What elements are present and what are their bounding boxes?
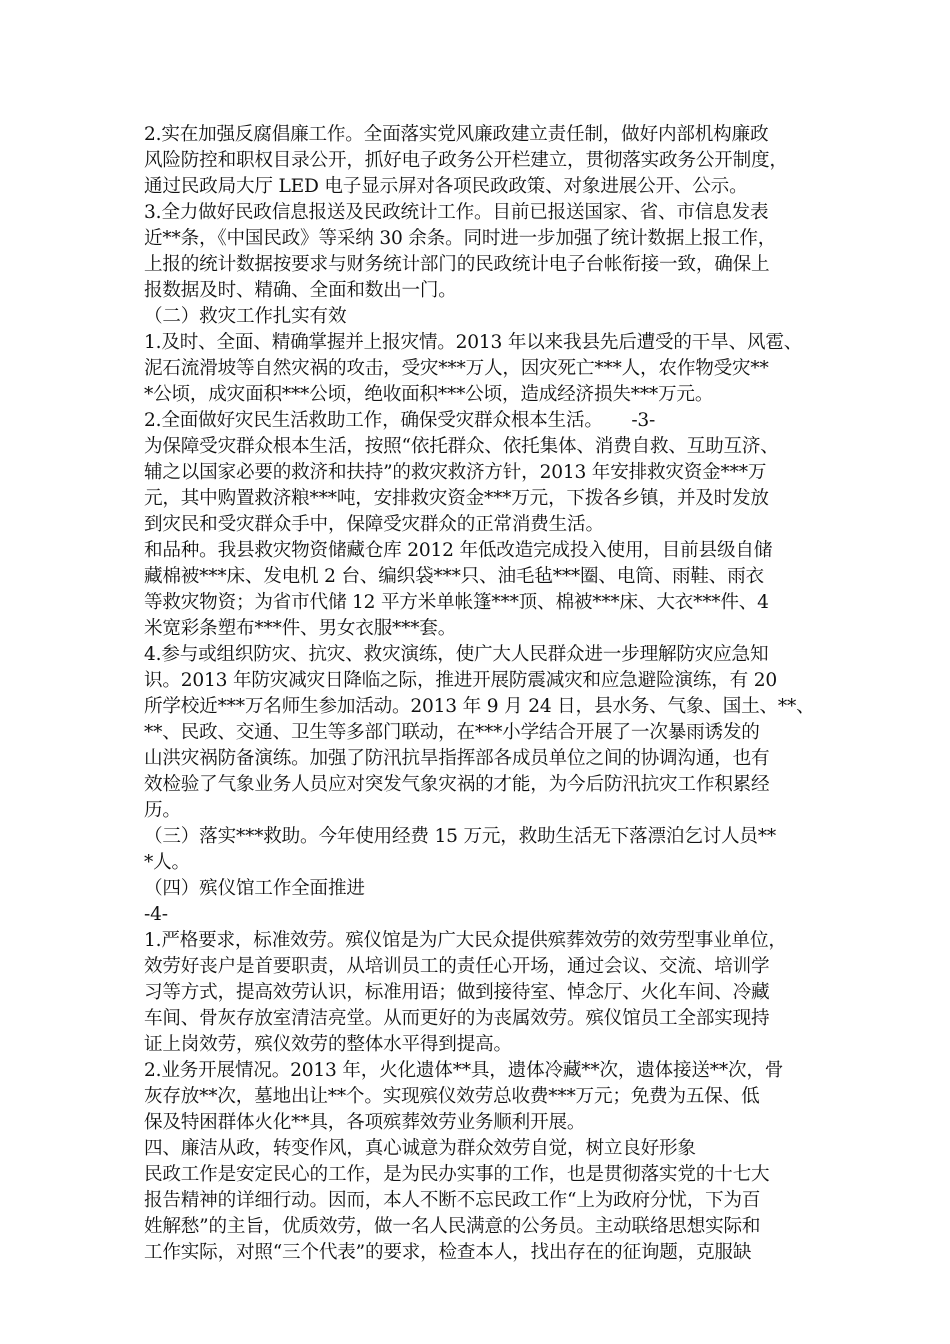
text-line: 灰存放**次，墓地出让**个。实现殡仪效劳总收费***万元；免费为五保、低: [144, 1086, 760, 1107]
text-line: 等救灾物资；为省市代储 12 平方米单帐篷***顶、棉被***床、大衣***件、4: [144, 592, 769, 613]
text-line: 所学校近***万名师生参加活动。2013 年 9 月 24 日，县水务、气象、国土、**、: [144, 696, 815, 717]
text-line: 保及特困群体火化**具，各项殡葬效劳业务顺利开展。: [144, 1112, 586, 1133]
text-line: 米宽彩条塑布***件、男女衣服***套。: [144, 618, 457, 639]
text-line: 藏棉被***床、发电机 2 台、编织袋***只、油毛毡***圈、电筒、雨鞋、雨衣: [144, 566, 764, 587]
text-line: -4-: [144, 904, 168, 925]
text-line: 通过民政局大厅 LED 电子显示屏对各项民政政策、对象进展公开、公示。: [144, 176, 748, 197]
text-line: *公顷，成灾面积***公顷，绝收面积***公顷，造成经济损失***万元。: [144, 384, 714, 405]
text-line: 车间、骨灰存放室清洁亮堂。从而更好的为丧属效劳。殡仪馆员工全部实现持: [144, 1008, 770, 1029]
text-line: 3.全力做好民政信息报送及民政统计工作。目前已报送国家、省、市信息发表: [144, 202, 769, 223]
text-line: 2.业务开展情况。2013 年，火化遗体**具，遗体冷藏**次，遗体接送**次，骨: [144, 1060, 784, 1081]
text-line: 识。2013 年防灾减灾日降临之际，推进开展防震减灾和应急避险演练，有 20: [144, 670, 778, 691]
text-line: 姓解愁”的主旨，优质效劳，做一名人民满意的公务员。主动联络思想实际和: [144, 1216, 761, 1237]
text-line: 2.实在加强反腐倡廉工作。全面落实党风廉政建立责任制，做好内部机构廉政: [144, 124, 769, 145]
text-line: （二）救灾工作扎实有效: [144, 306, 347, 327]
text-line: 到灾民和受灾群众手中，保障受灾群众的正常消费生活。: [144, 514, 604, 535]
text-line: 效检验了气象业务人员应对突发气象灾祸的才能，为今后防汛抗灾工作积累经: [144, 774, 770, 795]
text-line: 民政工作是安定民心的工作，是为民办实事的工作，也是贯彻落实党的十七大: [144, 1164, 770, 1185]
text-line: 辅之以国家必要的救济和扶持”的救灾救济方针，2013 年安排救灾资金***万: [144, 462, 767, 483]
text-line: 上报的统计数据按要求与财务统计部门的民政统计电子台帐衔接一致，确保上: [144, 254, 770, 275]
text-line: 和品种。我县救灾物资储藏仓库 2012 年低改造完成投入使用，目前县级自储: [144, 540, 773, 561]
text-line: 4.参与或组织防灾、抗灾、救灾演练，使广大人民群众进一步理解防灾应急知: [144, 644, 769, 665]
text-line: 山洪灾祸防备演练。加强了防汛抗旱指挥部各成员单位之间的协调沟通，也有: [144, 748, 770, 769]
text-line: 证上岗效劳，殡仪效劳的整体水平得到提高。: [144, 1034, 512, 1055]
text-line: 历。: [144, 800, 181, 821]
text-line: 2.全面做好灾民生活救助工作，确保受灾群众根本生活。 -3-: [144, 410, 656, 431]
text-line: 风险防控和职权目录公开，抓好电子政务公开栏建立，贯彻落实政务公开制度，: [144, 150, 788, 171]
text-line: （三）落实***救助。今年使用经费 15 万元，救助生活无下落漂泊乞讨人员**: [144, 826, 776, 847]
text-line: 四、廉洁从政，转变作风，真心诚意为群众效劳自觉，树立良好形象: [144, 1138, 696, 1159]
text-line: 1.严格要求，标准效劳。殡仪馆是为广大民众提供殡葬效劳的效劳型事业单位，: [144, 930, 787, 951]
text-line: 工作实际，对照“三个代表”的要求，检查本人，找出存在的征询题，克服缺: [144, 1242, 752, 1263]
text-line: 为保障受灾群众根本生活，按照“依托群众、依托集体、消费自救、互助互济、: [144, 436, 779, 457]
text-line: 近**条，《中国民政》等采纳 30 余条。同时进一步加强了统计数据上报工作，: [144, 228, 777, 249]
text-line: 1.及时、全面、精确掌握并上报灾情。2013 年以来我县先后遭受的干旱、风雹、: [144, 332, 803, 353]
text-line: *人。: [144, 852, 190, 873]
text-line: 报数据及时、精确、全面和数出一门。: [144, 280, 457, 301]
text-line: **、民政、交通、卫生等多部门联动，在***小学结合开展了一次暴雨诱发的: [144, 722, 760, 743]
text-line: 习等方式，提高效劳认识，标准用语；做到接待室、悼念厅、火化车间、冷藏: [144, 982, 770, 1003]
text-line: 泥石流滑坡等自然灾祸的攻击，受灾***万人，因灾死亡***人，农作物受灾**: [144, 358, 769, 379]
text-line: 元，其中购置救济粮***吨，安排救灾资金***万元，下拨各乡镇，并及时发放: [144, 488, 769, 509]
document-body: [144, 122, 814, 1266]
text-line: 报告精神的详细行动。因而，本人不断不忘民政工作“上为政府分忧，下为百: [144, 1190, 761, 1211]
text-line: （四）殡仪馆工作全面推进: [144, 878, 365, 899]
text-line: 效劳好丧户是首要职责，从培训员工的责任心开场，通过会议、交流、培训学: [144, 956, 770, 977]
